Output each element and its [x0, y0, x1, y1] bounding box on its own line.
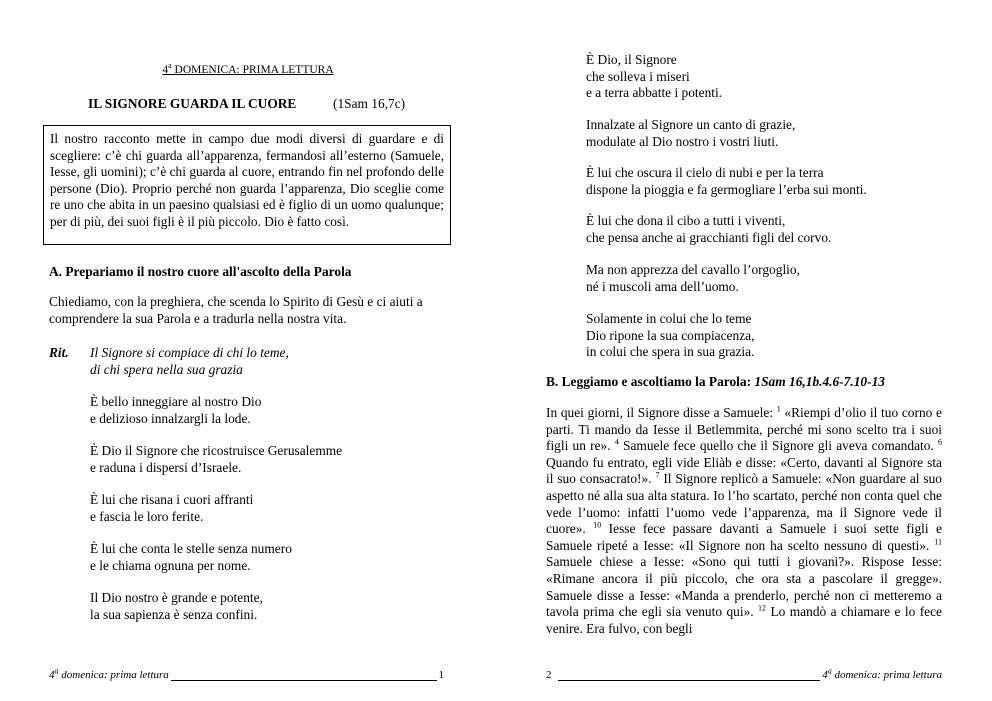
psalm-stanza [586, 117, 946, 150]
stanza-line: e delizioso innalzargli la lode. [90, 410, 251, 426]
footer-ordinal: 4 [822, 669, 828, 681]
stanza-line: Innalzate al Signore un canto di grazie, [586, 117, 796, 132]
page-footer [49, 667, 444, 684]
psalm-stanza [90, 541, 450, 574]
psalm-stanza [586, 165, 946, 198]
intro-box [43, 125, 451, 245]
title-reference: (1Sam 16,7c) [333, 96, 406, 111]
header-label: DOMENICA: PRIMA LETTURA [171, 64, 334, 76]
header-text [162, 61, 334, 76]
page-number: 1 [438, 669, 444, 681]
stanza-line: in colui che spera in sua grazia. [586, 344, 755, 360]
psalm-stanza [586, 262, 946, 295]
stanza-line: e le chiama ognuna per nome. [90, 557, 251, 573]
stanza-line: Solamente in colui che lo teme [586, 311, 752, 326]
stanza-line: Ma non apprezza del cavallo l’orgoglio, [586, 262, 800, 277]
reading-segment: Samuele fece quello che il Signore gli aveva comandato. [618, 438, 938, 454]
stanza-line: dispone la pioggia e fa germogliare l’erba sui monti. [586, 181, 867, 197]
footer-rule [558, 679, 821, 681]
stanza-line: e a terra abbatte i potenti. [586, 85, 723, 101]
stanza-line: È lui che risana i cuori affranti [90, 492, 254, 507]
reading-segment: In quei giorni, il Signore disse a Samuele: [546, 405, 777, 420]
stanza-line: È lui che dona il cibo a tutti i viventi, [586, 213, 786, 228]
footer-rule [171, 679, 437, 681]
stanza-line: e raduna i dispersi d’Israele. [90, 459, 242, 475]
reading-segment: Samuele chiese a Iesse: «Sono qui tutti i giovani?». Rispose Iesse: «Rimane ancora il più piccolo, che ora sta a pascolare il gregge». Samuele disse a Iesse: «Manda a prenderlo, perché non ci metteremo a tavola prima che egli sia venuto qui». [546, 554, 942, 620]
refrain-text [90, 345, 289, 378]
psalm-stanza [90, 394, 450, 427]
stanza-line: che pensa anche ai gracchianti figli del corvo. [586, 229, 832, 245]
section-a-text: Chiediamo, con la preghiera, che scenda lo Spirito di Gesù e ci aiuti a comprendere la sua Parola e a tradurla nella nostra vita. [49, 294, 423, 326]
reading-text [546, 405, 942, 637]
footer-ordinal-sup: a [827, 666, 832, 676]
stanza-line: È lui che oscura il cielo di nubi e per la terra [586, 165, 824, 180]
stanza-line: È bello inneggiare al nostro Dio [90, 394, 262, 409]
reading-segment: Iesse fece passare davanti a Samuele i suoi sette figli e Samuele ripeté a Iesse: «Il Signore non ha scelto nessuno di questi». [546, 521, 942, 553]
footer-label [822, 667, 942, 684]
stanza-line: e fascia le loro ferite. [90, 508, 204, 524]
refrain-line: Il Signore si compiace di chi lo teme, [90, 345, 289, 360]
page-footer [546, 667, 942, 684]
verse-number: 1 [776, 404, 781, 414]
footer-text: domenica: prima lettura [831, 669, 942, 681]
stanza-line: È Dio il Signore che ricostruisce Gerusalemme [90, 443, 343, 458]
reading-segment: Lo mandò a chiamare e lo fece venire. Era fulvo, con begli [546, 604, 942, 636]
stanza-line: Dio ripone la sua compiacenza, [586, 327, 755, 343]
footer-text: domenica: prima lettura [58, 669, 169, 681]
section-b-reference: 1Sam 16,1b.4.6-7.10-13 [754, 374, 885, 389]
footer-ordinal: 4 [49, 669, 55, 681]
page-number: 2 [546, 669, 552, 681]
page-title: IL SIGNORE GUARDA IL CUORE [88, 96, 297, 111]
header-ordinal: 4 [162, 64, 169, 76]
section-b-label: B. Leggiamo e ascoltiamo la Parola: [546, 374, 755, 389]
psalm-stanza [90, 492, 450, 525]
verse-number: 10 [593, 520, 602, 530]
reading-segment: «Riempi d’olio il tuo corno e parti. Ti mando da Iesse il Betlemmita, perché mi sono scelto tra i suoi figli un re». [546, 405, 942, 454]
stanza-line: modulate al Dio nostro i vostri liuti. [586, 133, 779, 149]
reading-segment: Il Signore replicò a Samuele: «Non guardare al suo aspetto né alla sua alta statura. Io l’ho scartato, perché non conta quel che vede l’uomo: infatti l’uomo vede l’apparenza, ma il Signore vede il cuore». [546, 471, 942, 537]
psalm-stanza [90, 443, 450, 476]
footer-label [49, 667, 169, 684]
verse-number: 6 [938, 437, 942, 447]
stanza-line: È lui che conta le stelle senza numero [90, 541, 292, 556]
reading-segment: Quando fu entrato, egli vide Eliàb e disse: «Certo, davanti al Signore sta il suo consacrato!». [546, 454, 942, 487]
psalm-stanza [586, 52, 946, 102]
refrain-label: Rit. [49, 345, 69, 360]
stanza-line: Il Dio nostro è grande e potente, [90, 590, 263, 605]
psalm-stanza [586, 311, 946, 361]
section-b-title [546, 374, 885, 391]
header-ordinal-sup: a [168, 61, 172, 71]
stanza-line: che solleva i miseri [586, 68, 690, 84]
verse-number: 11 [934, 537, 942, 547]
page-header [0, 62, 496, 79]
stanza-line: né i muscoli ama dell’uomo. [586, 278, 739, 294]
footer-ordinal-sup: a [54, 666, 59, 676]
psalm-stanza [90, 590, 450, 623]
psalm-stanza [586, 213, 946, 246]
intro-text: Il nostro racconto mette in campo due modi diversi di guardare e di scegliere: c’è chi guarda all’apparenza, fermandosi all’esterno (Samuele, Iesse, gli uomini); c’è chi guarda al cuore, entrando fin nel profondo delle persone (Dio). Proprio perché non guarda l’apparenza, Dio sceglie come re uno che abita in un paesino qualsiasi ed è figlio di un uomo qualunque; per di più, dei suoi figli è il più piccolo. Dio è fatto così. [50, 131, 444, 229]
verse-number: 4 [614, 437, 619, 447]
stanza-line: È Dio, il Signore [586, 52, 677, 67]
stanza-line: la sua sapienza è senza confini. [90, 606, 258, 622]
verse-number: 7 [655, 470, 660, 480]
verse-number: 12 [758, 603, 767, 613]
section-a-title: A. Prepariamo il nostro cuore all'ascolto della Parola [49, 264, 352, 279]
refrain-line: di chi spera nella sua grazia [90, 361, 243, 377]
